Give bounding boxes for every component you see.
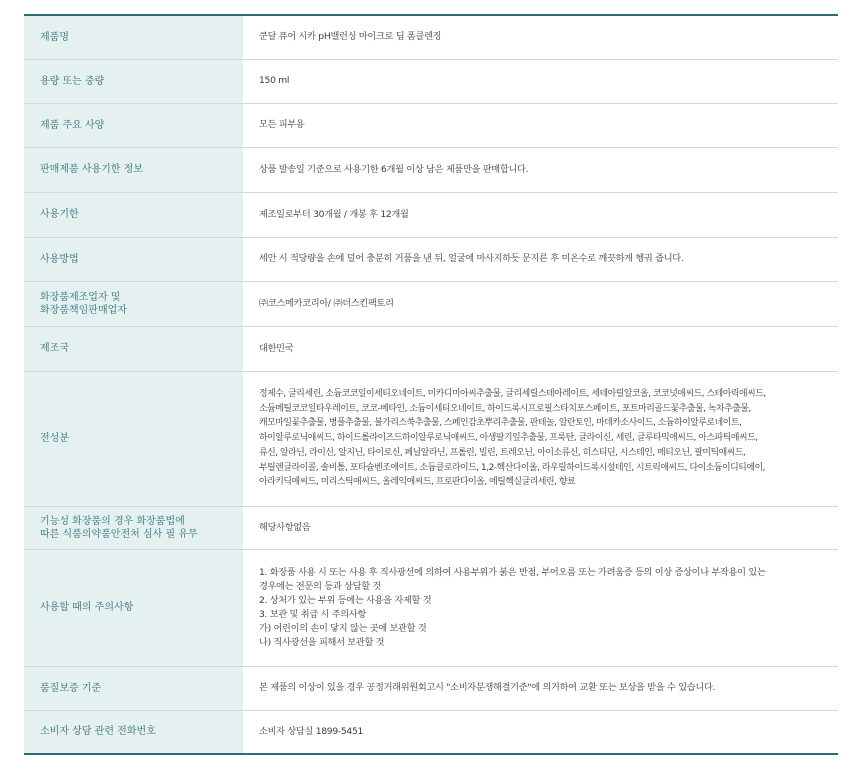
row-label-product-name: 제품명 — [24, 15, 243, 59]
row-label-quality-guarantee: 품질보증 기준 — [24, 666, 243, 710]
table-row — [24, 15, 838, 59]
row-label-usage: 사용방법 — [24, 237, 243, 281]
table-row — [24, 326, 838, 371]
row-value-volume: 150 ml — [243, 59, 838, 103]
table-row — [24, 59, 838, 103]
product-info-section — [24, 14, 838, 755]
row-label-precautions: 사용할 때의 주의사항 — [24, 549, 243, 666]
row-value-usage: 세안 시 적당량을 손에 덜어 충분히 거품을 낸 뒤, 얼굴에 마사지하듯 문지른 후 미온수로 깨끗하게 헹궈 줍니다. — [243, 237, 838, 281]
row-value-functional-review: 해당사항없음 — [243, 506, 838, 549]
table-row — [24, 237, 838, 281]
row-value-customer-phone: 소비자 상담실 1899-5451 — [259, 725, 364, 737]
table-row — [24, 281, 838, 326]
product-info-table — [24, 14, 838, 755]
row-label-manufacturer: 화장품제조업자 및 화장품책임판매업자 — [24, 281, 243, 326]
row-label-country: 제조국 — [24, 326, 243, 371]
table-row — [24, 506, 838, 549]
row-value-product-name: 쿤달 퓨어 시카 pH밸런싱 마이크로 딥 폼클렌징 — [243, 15, 838, 59]
row-label-ingredients: 전성분 — [24, 371, 243, 506]
row-value-ingredients: 정제수, 글리세린, 소듐코코일이세티오네이트, 미카디미아씨추출물, 글리세릴스테아레이트, 세테아릴알코올, 코코넛애씨드, 스테아릭애씨드, 소듐메틸코코일타우레이트, 코코-베타인, 소듐이세티오네이트, 하이드록시프로필스타치포스페이트, 포트마리골드꽃추출물, 녹차추출물, 캐모마일꽃추출물, 병풀추출물, 불가리스쑥추출물, 스페인감초뿌리추출물, 판테놀, 알란토인, 마데카소사이드, 소듐하이알루로네이트, 하이알루로닉애씨드, 하이드롤라이즈드하이알루로닉애씨드, 아생팔기잎추출물, 프룩탄, 글라이신, 세린, 글루타믹애씨드, 아스파틱애씨드, 류신, 알라닌, 라이신, 알지닌, 타이로신, 페닐알라닌, 프롤린, 빌린, 트레오닌, 아이소류신, 히스티딘, 시스테인, 메티오닌, 팔미틱애씨드, 부틸렌글라이콜, 솔비톨, 포타슘벤조에이트, 소듐클로라이드, 1,2-헥산다이올, 라우릴하이드록시설테인, 시트릭애씨드, 다이소듐이디티에이, 아라키딕애씨드, 미리스틱애씨드, 올레익애씨드, 프로판다이올, 에틸헥실글리세린, 향료 — [243, 371, 838, 506]
table-row — [24, 710, 838, 754]
row-value-manufacturer: ㈜코스메카코리아/ ㈜더스킨팩토리 — [243, 281, 838, 326]
table-row — [24, 666, 838, 710]
row-value-quality-guarantee: 본 제품의 이상이 있을 경우 공정거래위원회고시 "소비자분쟁해결기준"에 의거하여 교환 또는 보상을 받을 수 있습니다. — [243, 666, 838, 710]
table-row — [24, 192, 838, 237]
table-row — [24, 549, 838, 666]
row-value-country: 대한민국 — [243, 326, 838, 371]
row-label-main-spec: 제품 주요 사양 — [24, 103, 243, 147]
row-label-expiry: 사용기한 — [24, 192, 243, 237]
row-label-functional-review: 기능성 화장품의 경우 화장품법에 따른 식품의약품안전처 심사 필 유무 — [24, 506, 243, 549]
table-row — [24, 103, 838, 147]
table-row — [24, 371, 838, 506]
row-label-customer-phone: 소비자 상담 관련 전화번호 — [24, 710, 243, 754]
row-value-main-spec: 모든 피부용 — [243, 103, 838, 147]
row-label-volume: 용량 또는 중량 — [24, 59, 243, 103]
row-label-shelf-life-info: 판매제품 사용기한 정보 — [24, 147, 243, 192]
row-value-shelf-life-info: 상품 발송일 기준으로 사용기한 6개월 이상 남은 제품만을 판매합니다. — [243, 147, 838, 192]
row-value-expiry: 제조일로부터 30개월 / 개봉 후 12개월 — [243, 192, 838, 237]
row-value-precautions: 1. 화장품 사용 시 또는 사용 후 직사광선에 의하여 사용부위가 붉은 반점, 부어오름 또는 가려움증 등의 이상 증상이나 부작용이 있는 경우에는 전문의 등과 상담할 것 2. 상처가 있는 부위 등에는 사용을 자제할 것 3. 보관 및 취급 시 주의사항 가) 어린이의 손이 닿지 않는 곳에 보관할 것 나) 직사광선을 피해서 보관할 것 — [243, 549, 838, 666]
table-row — [24, 147, 838, 192]
